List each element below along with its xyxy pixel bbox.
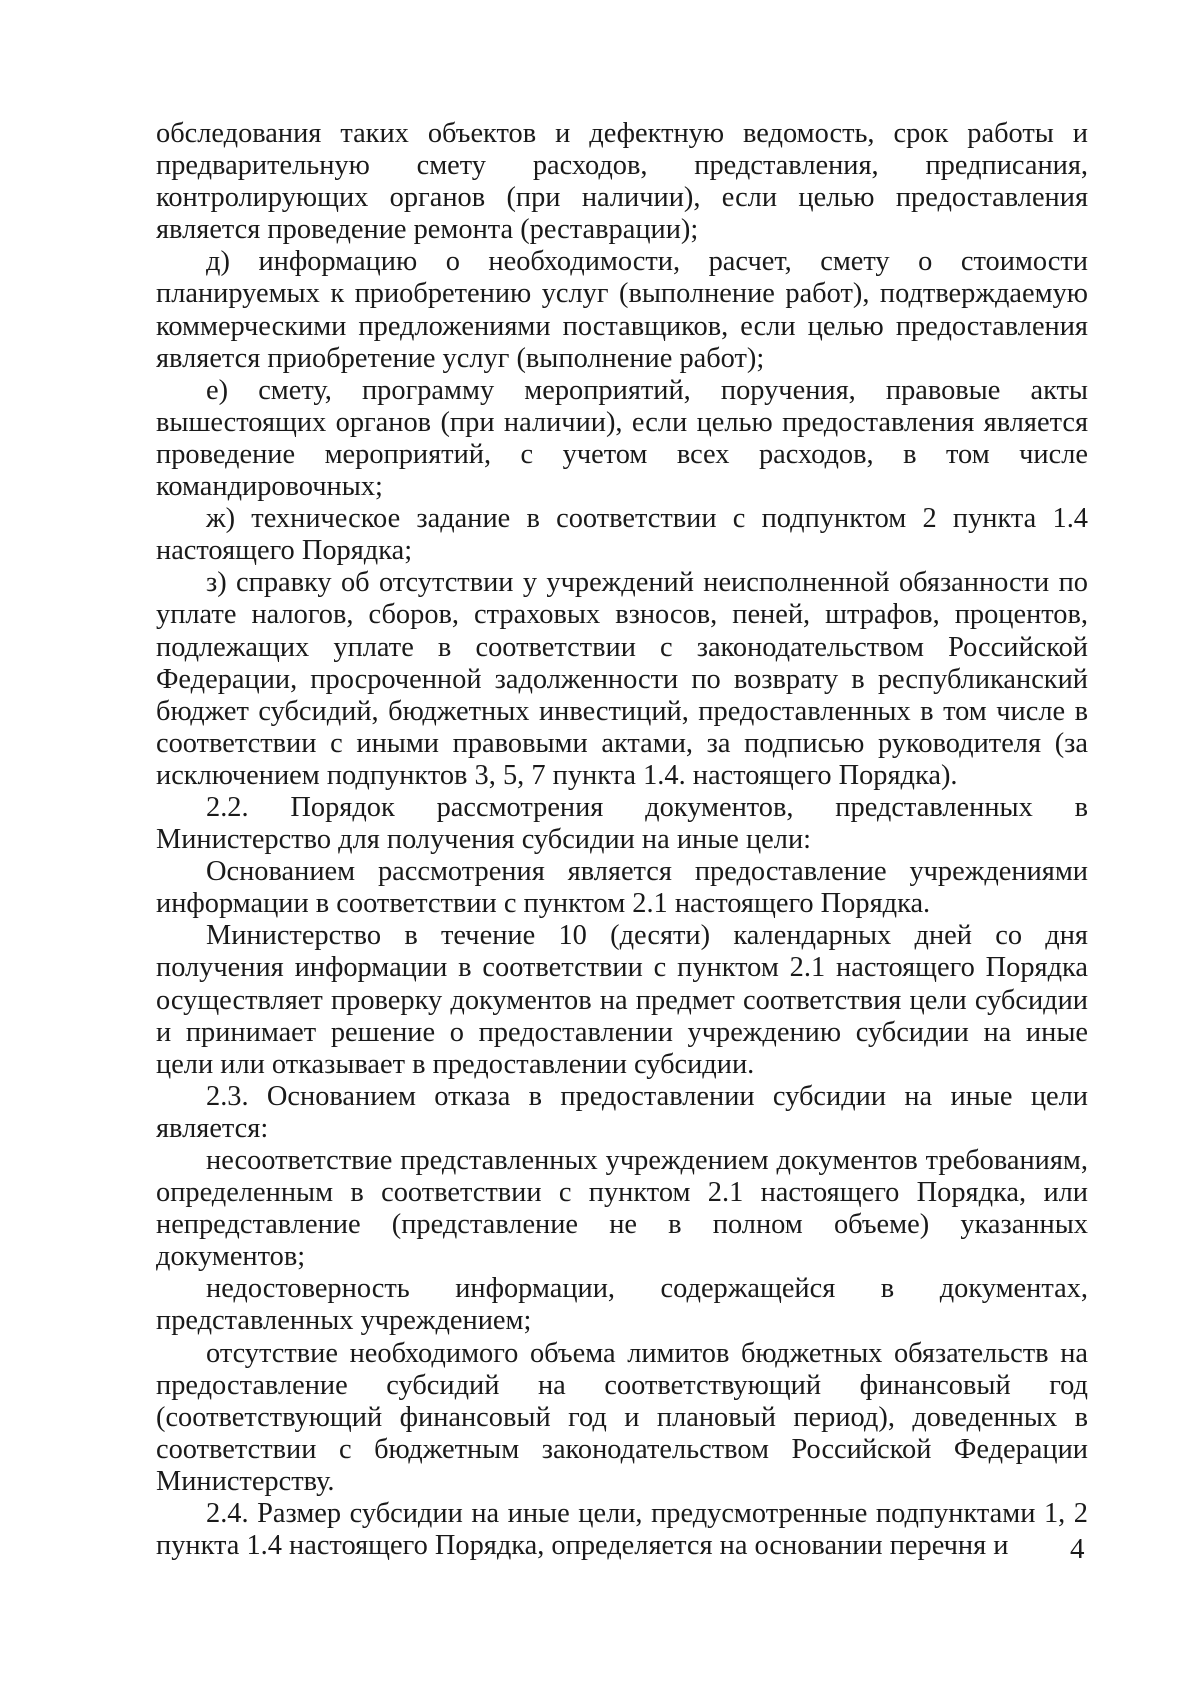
paragraph-refusal-inaccuracy: недостоверность информации, содержащейся в документах, представленных учреждением;: [156, 1273, 1088, 1337]
paragraph-refusal-mismatch: несоответствие представленных учреждением документов требованиям, определенным в соответствии с пунктом 2.1 настоящего Порядка, или непредставление (представление не в полном объеме) указанных документов;: [156, 1145, 1088, 1273]
paragraph-item-z: з) справку об отсутствии у учреждений неисполненной обязанности по уплате налогов, сборов, страховых взносов, пеней, штрафов, процентов, подлежащих уплате в соответствии с законодательством Российской Федерации, просроченной задолженности по возврату в республиканский бюджет субсидий, бюджетных инвестиций, предоставленных в том числе в соответствии с иными правовыми актами, за подписью руководителя (за исключением подпунктов 3, 5, 7 пункта 1.4. настоящего Порядка).: [156, 567, 1088, 791]
paragraph-item-zh: ж) техническое задание в соответствии с подпунктом 2 пункта 1.4 настоящего Порядка;: [156, 503, 1088, 567]
paragraph-item-e: е) смету, программу мероприятий, поручения, правовые акты вышестоящих органов (при наличии), если целью предоставления является проведение мероприятий, с учетом всех расходов, в том числе командировочных;: [156, 374, 1088, 503]
paragraph-ministry-review: Министерство в течение 10 (десяти) календарных дней со дня получения информации в соответствии с пунктом 2.1 настоящего Порядка осуществляет проверку документов на предмет соответствия цели субсидии и принимает решение о предоставлении учреждению субсидии на иные цели или отказывает в предоставлении субсидии.: [156, 920, 1088, 1080]
paragraph-section-2-4: 2.4. Размер субсидии на иные цели, предусмотренные подпунктами 1, 2 пункта 1.4 настоящего Порядка, определяется на основании перечня и: [156, 1498, 1088, 1562]
paragraph-review-basis: Основанием рассмотрения является предоставление учреждениями информации в соответствии с пунктом 2.1 настоящего Порядка.: [156, 856, 1088, 920]
paragraph-section-2-3: 2.3. Основанием отказа в предоставлении субсидии на иные цели является:: [156, 1080, 1088, 1144]
page-number: 4: [1070, 1533, 1085, 1565]
paragraph-section-2-2: 2.2. Порядок рассмотрения документов, представленных в Министерство для получения субсидии на иные цели:: [156, 791, 1088, 856]
paragraph-refusal-limits: отсутствие необходимого объема лимитов бюджетных обязательств на предоставление субсидий на соответствующий финансовый год (соответствующий финансовый год и плановый период), доведенных в соответствии с бюджетным законодательством Российской Федерации Министерству.: [156, 1337, 1088, 1497]
paragraph-continuation: обследования таких объектов и дефектную ведомость, срок работы и предварительную смету расходов, представления, предписания, контролирующих органов (при наличии), если целью предоставления является проведение ремонта (реставрации);: [156, 118, 1088, 246]
paragraph-item-d: д) информацию о необходимости, расчет, смету о стоимости планируемых к приобретению услуг (выполнение работ), подтверждаемую коммерческими предложениями поставщиков, если целью предоставления является приобретение услуг (выполнение работ);: [156, 246, 1088, 374]
body-text: [156, 118, 1088, 1562]
